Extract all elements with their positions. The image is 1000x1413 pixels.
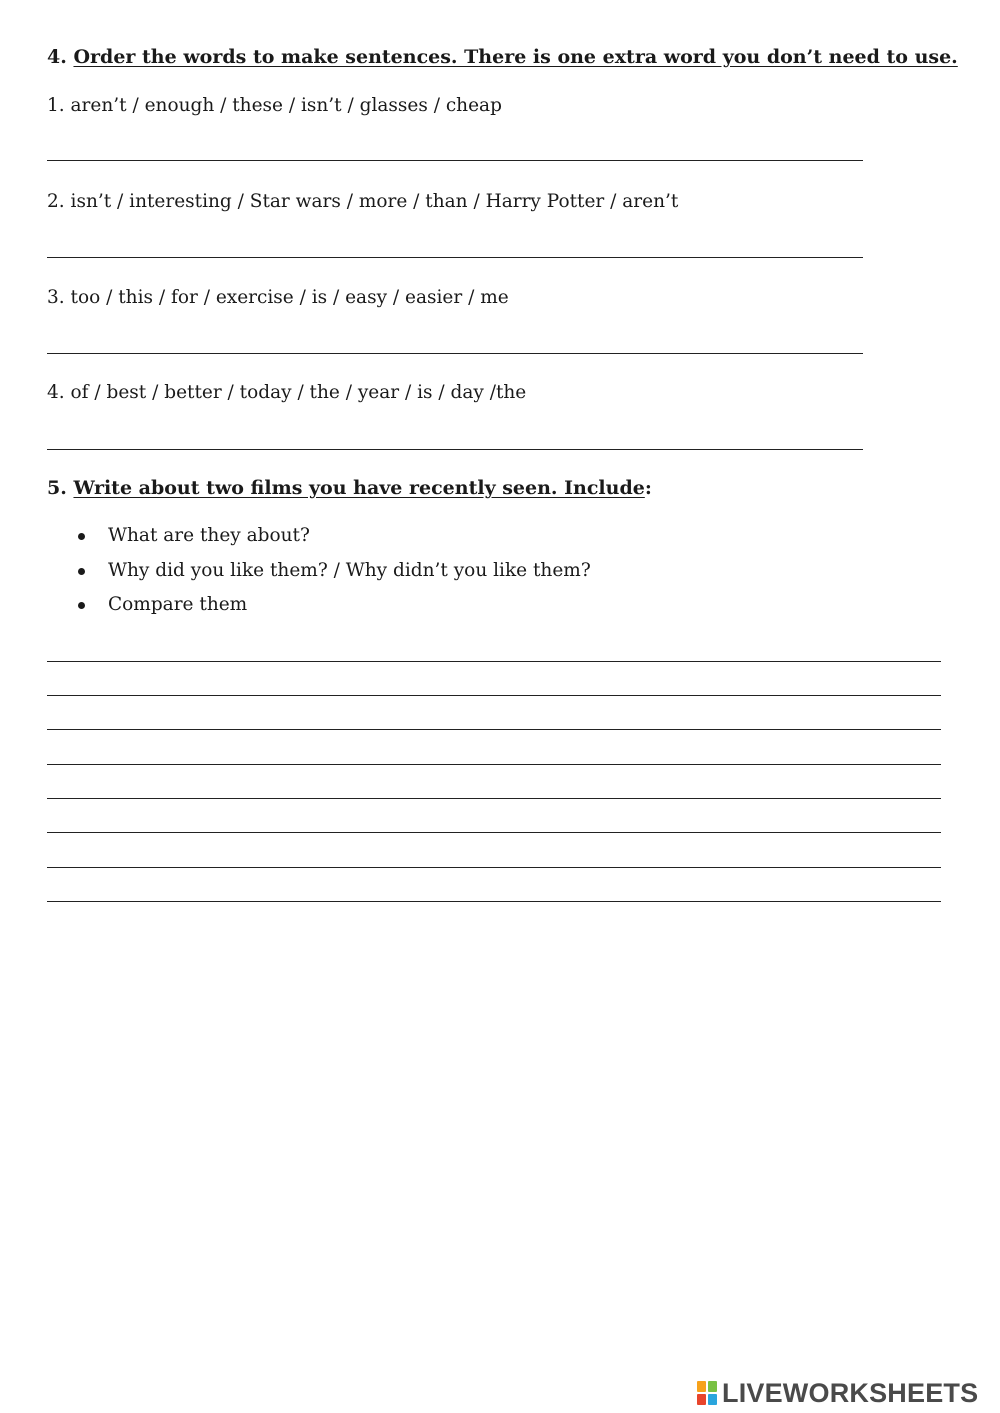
writing-line-4[interactable]: [47, 764, 941, 765]
brand-name: LIVEWORKSHEETS: [722, 1377, 979, 1408]
answer-line-3[interactable]: [47, 353, 863, 354]
liveworksheets-logo-icon: [697, 1380, 719, 1406]
bullet-item: [78, 591, 591, 626]
answer-line-1[interactable]: [47, 160, 863, 161]
section-5-heading: [47, 477, 652, 499]
bullet-dot-icon: [78, 602, 85, 609]
exercise-item-4: 4. of / best / better / today / the / year / is / day /the: [47, 382, 527, 403]
exercise-item-2: 2. isn’t / interesting / Star wars / more / than / Harry Potter / aren’t: [47, 191, 679, 212]
bullet-item: [78, 557, 591, 592]
writing-line-8[interactable]: [47, 901, 941, 902]
bullet-dot-icon: [78, 568, 85, 575]
bullet-dot-icon: [78, 533, 85, 540]
bullet-text: Compare them: [108, 594, 248, 615]
section-5-instruction: Write about two films you have recently seen. Include: [73, 477, 645, 499]
answer-line-4[interactable]: [47, 449, 863, 450]
section-4-instruction: Order the words to make sentences. There is one extra word you don’t need to use.: [73, 46, 958, 68]
section-5-number: 5.: [47, 477, 67, 499]
writing-line-2[interactable]: [47, 695, 941, 696]
exercise-item-1: 1. aren’t / enough / these / isn’t / glasses / cheap: [47, 95, 502, 116]
answer-line-2[interactable]: [47, 257, 863, 258]
liveworksheets-brand: [697, 1378, 978, 1408]
writing-line-5[interactable]: [47, 798, 941, 799]
writing-line-6[interactable]: [47, 832, 941, 833]
section-5-bullet-list: [78, 522, 591, 626]
bullet-text: What are they about?: [108, 525, 310, 546]
writing-line-7[interactable]: [47, 867, 941, 868]
bullet-item: [78, 522, 591, 557]
section-4-heading: [47, 46, 958, 68]
bullet-text: Why did you like them? / Why didn’t you like them?: [108, 559, 591, 581]
section-5-colon: :: [644, 477, 652, 499]
section-4-number: 4.: [47, 46, 67, 68]
writing-line-1[interactable]: [47, 661, 941, 662]
exercise-item-3: 3. too / this / for / exercise / is / easy / easier / me: [47, 287, 509, 308]
writing-line-3[interactable]: [47, 729, 941, 730]
